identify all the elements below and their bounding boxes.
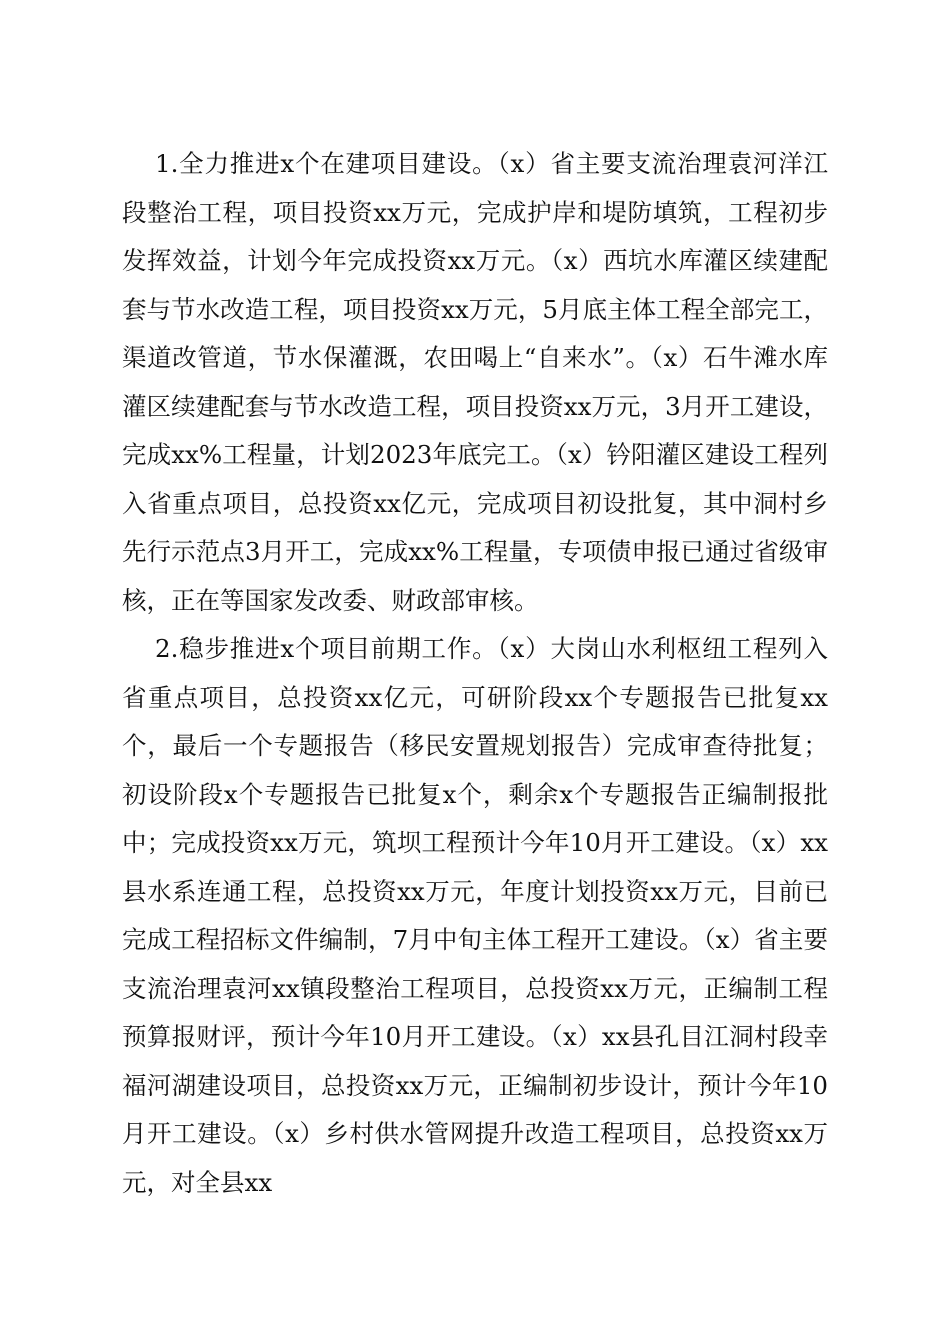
paragraph-in-construction-projects: 1.全力推进x个在建项目建设。（x）省主要支流治理袁河洋江段整治工程，项目投资xx万元，完成护岸和堤防填筑，工程初步发挥效益，计划今年完成投资xx万元。（x）西坑水库灌区续建配套与节水改造工程，项目投资xx万元，5月底主体工程全部完工，渠道改管道，节水保灌溉，农田喝上“自来水”。（x）石牛滩水库灌区续建配套与节水改造工程，项目投资xx万元，3月开工建设，完成xx%工程量，计划2023年底完工。（x）钤阳灌区建设工程列入省重点项目，总投资xx亿元，完成项目初设批复，其中洞村乡先行示范点3月开工，完成xx%工程量，专项债申报已通过省级审核，正在等国家发改委、财政部审核。 xyxy=(122,149,828,615)
document-body xyxy=(122,140,828,1207)
paragraph-preliminary-work: 2.稳步推进x个项目前期工作。（x）大岗山水利枢纽工程列入省重点项目，总投资xx亿元，可研阶段xx个专题报告已批复xx个，最后一个专题报告（移民安置规划报告）完成审查待批复；初设阶段x个专题报告已批复x个，剩余x个专题报告正编制报批中；完成投资xx万元，筑坝工程预计今年10月开工建设。（x）xx县水系连通工程，总投资xx万元，年度计划投资xx万元，目前已完成工程招标文件编制，7月中旬主体工程开工建设。（x）省主要支流治理袁河xx镇段整治工程项目，总投资xx万元，正编制工程预算报财评，预计今年10月开工建设。（x）xx县孔目江洞村段幸福河湖建设项目，总投资xx万元，正编制初步设计，预计今年10月开工建设。（x）乡村供水管网提升改造工程项目，总投资xx万元，对全县xx xyxy=(122,634,828,1197)
